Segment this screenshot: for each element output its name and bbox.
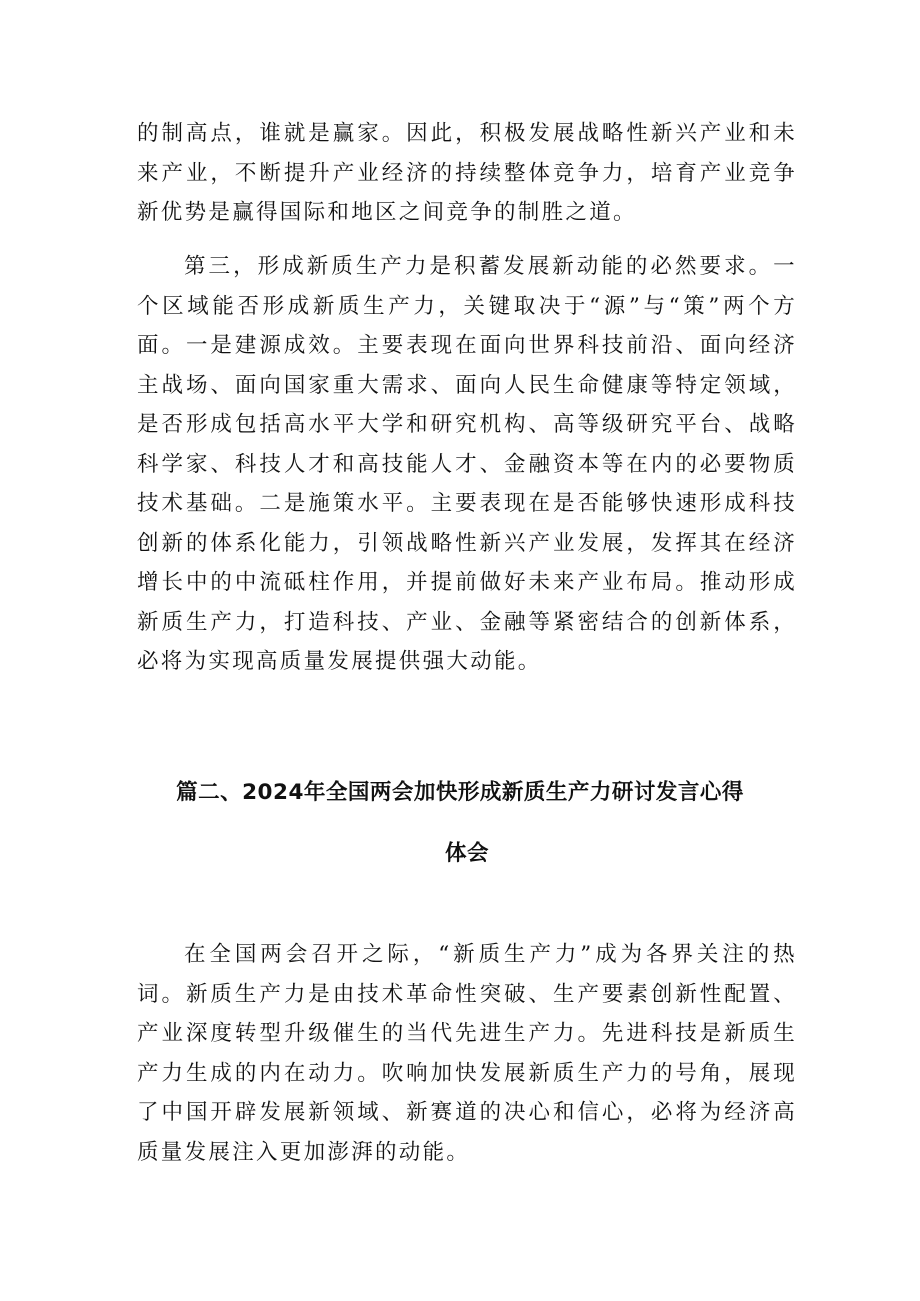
section-heading-line-1: 篇二、2024年全国两会加快形成新质生产力研讨发言心得 bbox=[176, 780, 744, 805]
section-heading-line-2: 体会 bbox=[444, 841, 489, 866]
body-paragraph-intro: 在全国两会召开之际，“新质生产力”成为各界关注的热词。新质生产力是由技术革命性突破、生产要素创新性配置、产业深度转型升级催生的当代先进生产力。先进科技是新质生产力生成的内在动力。吹响加快发展新质生产力的号角，展现了中国开辟发展新领域、新赛道的决心和信心，必将为经济高质量发展注入更加澎湃的动能。 bbox=[137, 942, 797, 1165]
body-paragraph-third-point: 第三，形成新质生产力是积蓄发展新动能的必然要求。一个区域能否形成新质生产力，关键取决于“源”与“策”两个方面。一是建源成效。主要表现在面向世界科技前沿、面向经济主战场、面向国家重大需求、面向人民生命健康等特定领域，是否形成包括高水平大学和研究机构、高等级研究平台、战略科学家、科技人才和高技能人才、金融资本等在内的必要物质技术基础。二是施策水平。主要表现在是否能够快速形成科技创新的体系化能力，引领战略性新兴产业发展，发挥其在经济增长中的中流砥柱作用，并提前做好未来产业布局。推动形成新质生产力，打造科技、产业、金融等紧密结合的创新体系，必将为实现高质量发展提供强大动能。 bbox=[137, 254, 797, 674]
body-paragraph-continuation: 的制高点，谁就是赢家。因此，积极发展战略性新兴产业和未来产业，不断提升产业经济的持续整体竞争力，培育产业竞争新优势是赢得国际和地区之间竞争的制胜之道。 bbox=[137, 121, 797, 225]
